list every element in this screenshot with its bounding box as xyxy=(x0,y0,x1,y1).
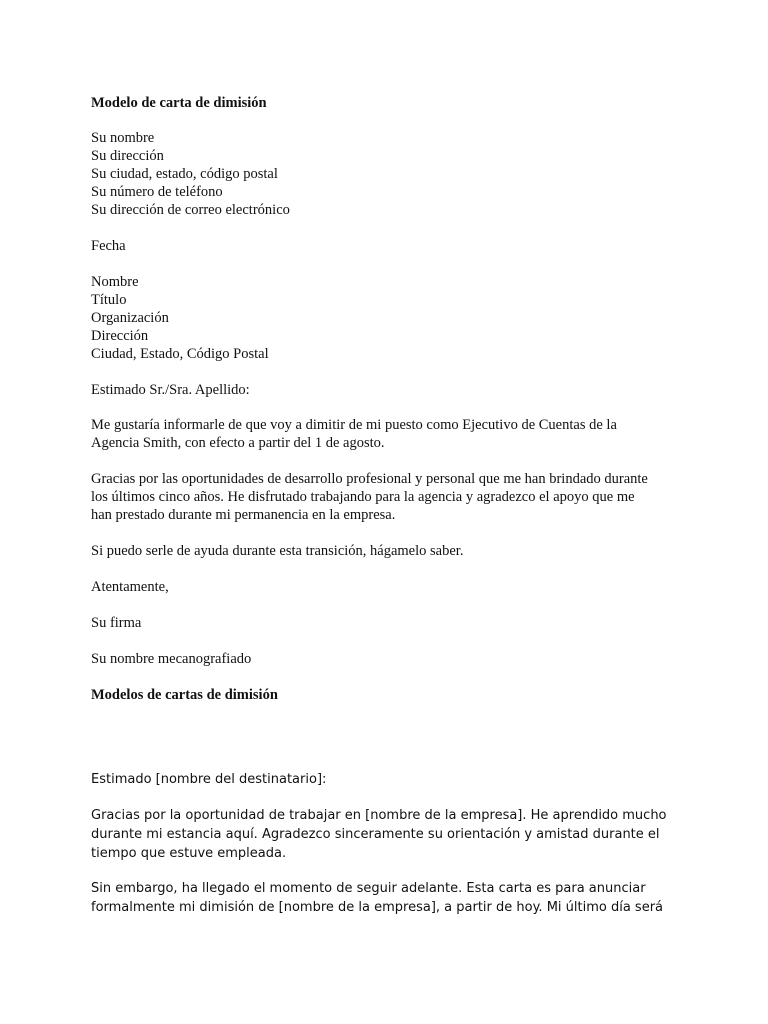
recipient-name: Nombre xyxy=(91,274,139,290)
paragraph-4-line-1: Gracias por la oportunidad de trabajar en [nombre de la empresa]. He aprendido mucho xyxy=(91,808,667,823)
sender-address: Su dirección xyxy=(91,148,164,164)
paragraph-1-line-2: Agencia Smith, con efecto a partir del 1 de agosto. xyxy=(91,435,385,451)
paragraph-4-line-2: durante mi estancia aquí. Agradezco sinceramente su orientación y amistad durante el xyxy=(91,827,660,842)
sender-city: Su ciudad, estado, código postal xyxy=(91,166,278,182)
salutation: Estimado Sr./Sra. Apellido: xyxy=(91,382,250,398)
recipient-address: Dirección xyxy=(91,328,149,344)
salutation-2: Estimado [nombre del destinatario]: xyxy=(91,772,327,787)
date-line: Fecha xyxy=(91,238,126,254)
paragraph-3: Si puedo serle de ayuda durante esta transición, hágamelo saber. xyxy=(91,543,464,559)
recipient-city: Ciudad, Estado, Código Postal xyxy=(91,346,269,362)
paragraph-4-line-3: tiempo que estuve empleada. xyxy=(91,846,287,861)
section-title: Modelos de cartas de dimisión xyxy=(91,687,278,703)
recipient-organization: Organización xyxy=(91,310,169,326)
signature: Su firma xyxy=(91,615,142,631)
paragraph-5-line-2: formalmente mi dimisión de [nombre de la empresa], a partir de hoy. Mi último día será xyxy=(91,900,664,915)
paragraph-5-line-1: Sin embargo, ha llegado el momento de seguir adelante. Esta carta es para anunciar xyxy=(91,881,646,896)
sender-name: Su nombre xyxy=(91,130,155,146)
paragraph-2-line-3: han prestado durante mi permanencia en la empresa. xyxy=(91,507,396,523)
paragraph-1-line-1: Me gustaría informarle de que voy a dimitir de mi puesto como Ejecutivo de Cuentas de la xyxy=(91,417,617,433)
typed-name: Su nombre mecanografiado xyxy=(91,651,252,667)
sender-email: Su dirección de correo electrónico xyxy=(91,202,290,218)
closing: Atentamente, xyxy=(91,579,169,595)
document-title: Modelo de carta de dimisión xyxy=(91,95,267,111)
paragraph-2-line-1: Gracias por las oportunidades de desarrollo profesional y personal que me han brindado durante xyxy=(91,471,648,487)
sender-phone: Su número de teléfono xyxy=(91,184,223,200)
paragraph-2-line-2: los últimos cinco años. He disfrutado trabajando para la agencia y agradezco el apoyo que me xyxy=(91,489,635,505)
recipient-title: Título xyxy=(91,292,127,308)
